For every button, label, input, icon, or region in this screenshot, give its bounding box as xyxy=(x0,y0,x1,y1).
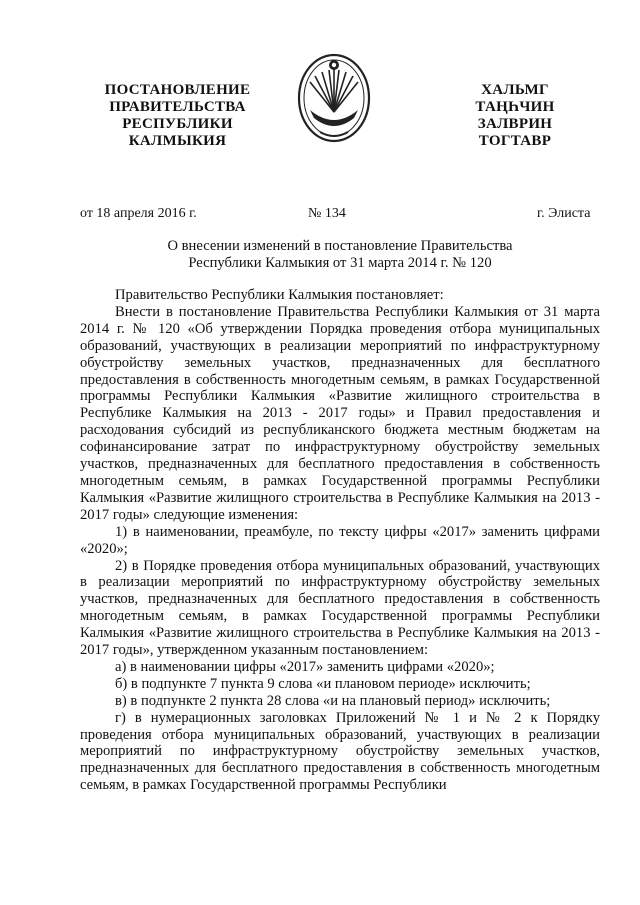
document-date: от 18 апреля 2016 г. xyxy=(80,206,197,221)
paragraph: 2) в Порядке проведения отбора муниципальных образований, участвующих в реализации мероприятий по инфраструктурному обустройству земельных участков, предназначенных для бесплатного предоставления в собственность многодетным семьям, в рамках Государственной программы Республики Калмыкия «Развитие жилищного строительства в Республике Калмыкия на 2013 - 2017 годы», утвержденном указанным постановлением: xyxy=(80,557,600,659)
paragraph: г) в нумерационных заголовках Приложений № 1 и № 2 к Порядку проведения отбора муниципальных образований, участвующих в реализации мероприятий по инфраструктурному обустройству земельных участков, предназначенных для бесплатного предоставления в собственность многодетным семьям, в рамках Государственной программы Республики xyxy=(80,709,600,794)
issuer-line: ПРАВИТЕЛЬСТВА xyxy=(109,99,246,115)
issuer-line: ТОГТАВР xyxy=(478,133,552,149)
document-city: г. Элиста xyxy=(537,206,591,221)
paragraph: а) в наименовании цифры «2017» заменить цифрами «2020»; xyxy=(115,658,495,675)
republic-of-kalmykia-emblem-icon xyxy=(296,52,372,144)
issuer-name-kalmyk xyxy=(445,82,585,150)
paragraph: 1) в наименовании, преамбуле, по тексту цифры «2017» заменить цифрами «2020»; xyxy=(80,523,600,557)
title-line: О внесении изменений в постановление Правительства xyxy=(167,238,513,254)
document-body xyxy=(80,287,600,794)
document-title xyxy=(60,238,620,272)
paragraph: Внести в постановление Правительства Республики Калмыкия от 31 марта 2014 г. № 120 «Об утверждении Порядка проведения отбора муниципальных образований, участвующих в реализации мероприятий по инфраструктурному обустройству земельных участков, предназначенных для бесплатного предоставления в собственность многодетным семьям, в рамках Государственной программы Республики Калмыкия «Развитие жилищного строительства в Республике Калмыкия на 2013 - 2017 годы» и Правил предоставления и расходования субсидий из республиканского бюджета местным бюджетам на софинансирование затрат по инфраструктурному обустройству земельных участков, предназначенных для бесплатного предоставления в собственность многодетным семьям, в рамках Государственной программы Республики Калмыкия «Развитие жилищного строительства в Республике Калмыкия на 2013 - 2017 годы» следующие изменения: xyxy=(80,303,600,523)
issuer-line: ЗАЛВРИН xyxy=(477,116,553,132)
issuer-line: РЕСПУБЛИКИ xyxy=(122,116,233,132)
issuer-line: КАЛМЫКИЯ xyxy=(128,133,227,149)
issuer-name-russian xyxy=(80,82,275,150)
title-line: Республики Калмыкия от 31 марта 2014 г. № 120 xyxy=(188,255,492,271)
issuer-line: ХАЛЬМГ xyxy=(481,82,549,98)
issuer-line: ПОСТАНОВЛЕНИЕ xyxy=(104,82,251,98)
document-number: № 134 xyxy=(308,206,346,221)
issuer-line: ТАҢҺЧИН xyxy=(475,99,555,115)
paragraph: в) в подпункте 2 пункта 28 слова «и на плановый период» исключить; xyxy=(115,692,551,709)
paragraph: б) в подпункте 7 пункта 9 слова «и плановом периоде» исключить; xyxy=(115,675,531,692)
paragraph: Правительство Республики Калмыкия постановляет: xyxy=(115,287,444,303)
